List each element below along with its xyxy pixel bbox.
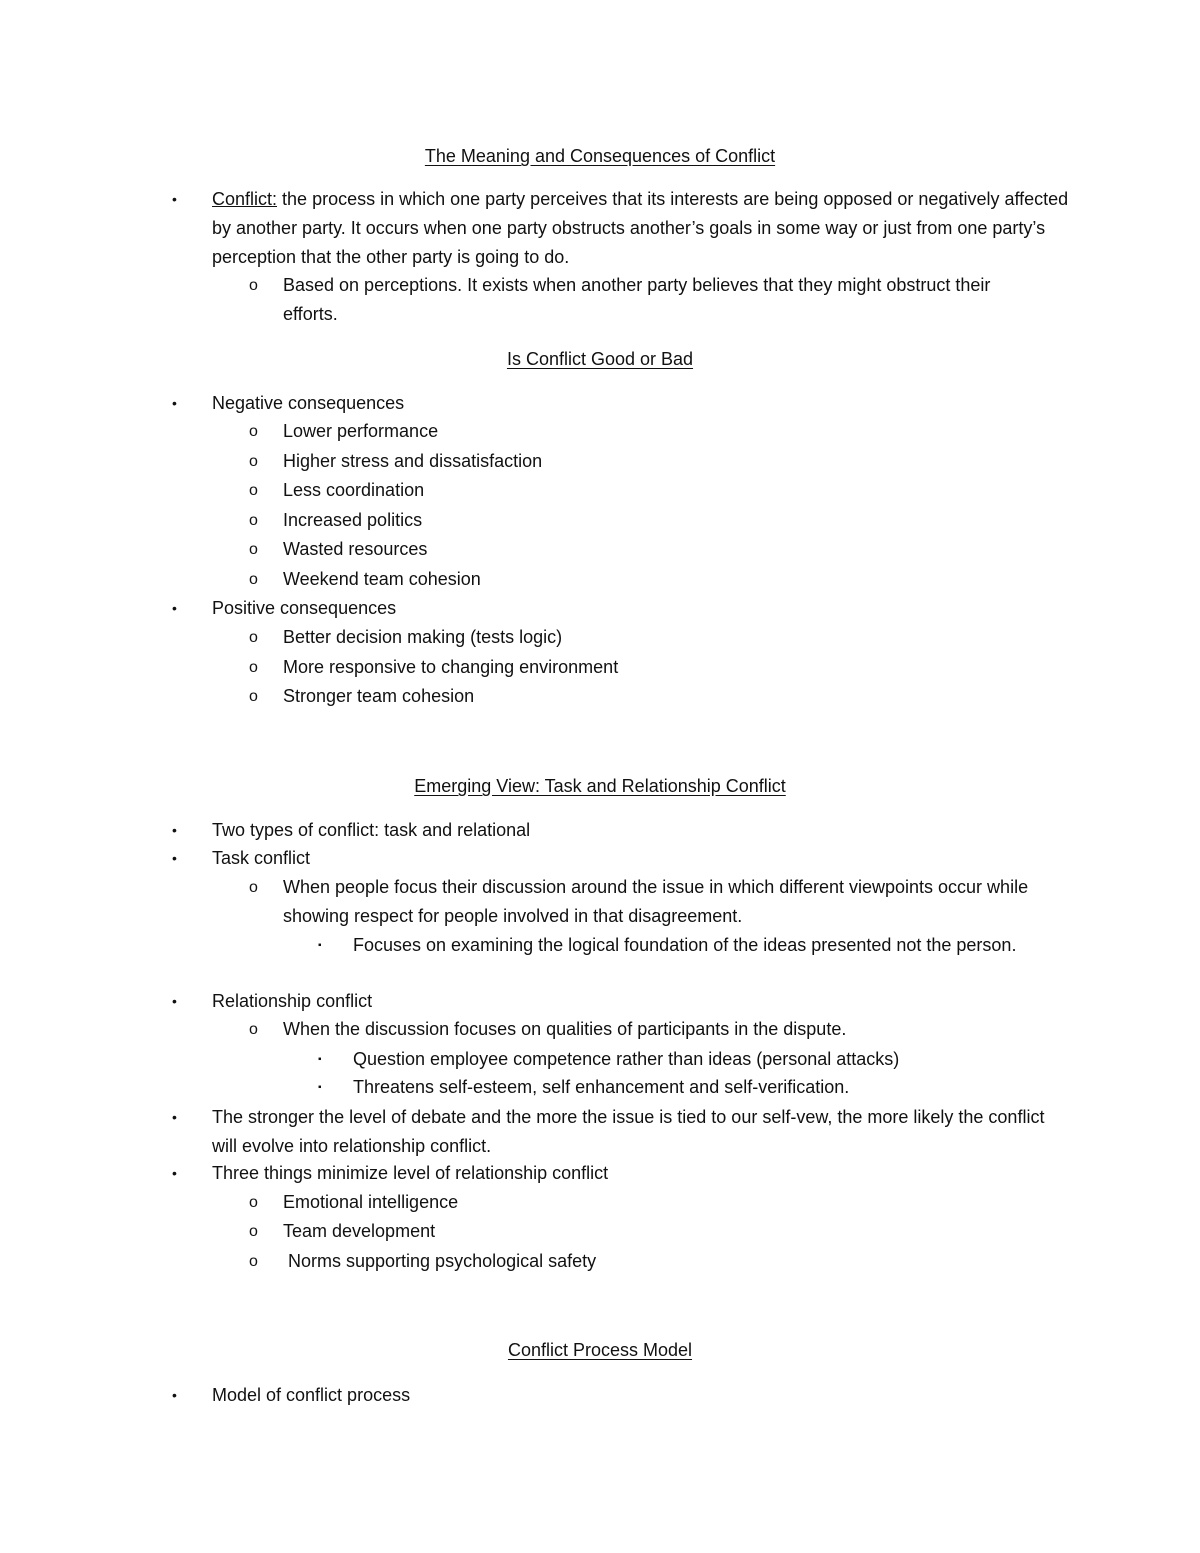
conflict-definition-text: the process in which one party perceives that its interests are being opposed or negatively affected by another party. It occurs when one party obstructs another’s goals in some way or just from one party’s perception that the other party is going to do. — [212, 189, 1069, 267]
square-marker: ▪ — [318, 1054, 322, 1065]
list-item: Higher stress and dissatisfaction — [283, 451, 543, 471]
circle-marker: o — [249, 482, 258, 499]
list-item: Question employee competence rather than ideas (personal attacks) — [353, 1049, 900, 1069]
list-item: Threatens self-esteem, self enhancement and self-verification. — [353, 1077, 850, 1097]
bullet-marker: • — [172, 822, 177, 838]
relationship-conflict-label: Relationship conflict — [212, 991, 373, 1011]
relationship-conflict-description: When the discussion focuses on qualities of participants in the dispute. — [283, 1019, 847, 1039]
three-things-label: Three things minimize level of relationship conflict — [212, 1163, 609, 1183]
circle-marker: o — [249, 659, 258, 676]
list-item: Lower performance — [283, 421, 439, 441]
task-conflict-description: When people focus their discussion around the issue in which different viewpoints occur while showing respect for people involved in that disagreement. — [283, 877, 1029, 926]
circle-marker: o — [249, 1253, 258, 1270]
bullet-marker: • — [172, 1387, 177, 1403]
square-marker: ▪ — [318, 940, 322, 951]
circle-marker: o — [249, 277, 258, 294]
bullet-marker: • — [172, 850, 177, 866]
circle-marker: o — [249, 688, 258, 705]
list-item: Wasted resources — [283, 539, 428, 559]
circle-marker: o — [249, 1021, 258, 1038]
two-types-item: Two types of conflict: task and relational — [212, 820, 531, 840]
section-heading-good-bad: Is Conflict Good or Bad — [506, 349, 694, 369]
bullet-marker: • — [172, 1109, 177, 1125]
task-conflict-label: Task conflict — [212, 848, 311, 868]
section-heading-process-model: Conflict Process Model — [507, 1340, 693, 1360]
list-item: Less coordination — [283, 480, 425, 500]
circle-marker: o — [249, 879, 258, 896]
bullet-marker: • — [172, 1165, 177, 1181]
bullet-marker: • — [172, 600, 177, 616]
circle-marker: o — [249, 453, 258, 470]
list-item: Emotional intelligence — [283, 1192, 459, 1212]
list-item: More responsive to changing environment — [283, 657, 619, 677]
circle-marker: o — [249, 541, 258, 558]
section-heading-meaning: The Meaning and Consequences of Conflict — [424, 146, 776, 166]
list-item: Weekend team cohesion — [283, 569, 481, 589]
section-heading-emerging-view: Emerging View: Task and Relationship Conflict — [414, 776, 786, 796]
bullet-marker: • — [172, 993, 177, 1009]
model-item: Model of conflict process — [212, 1385, 411, 1405]
positive-consequences-label: Positive consequences — [212, 598, 397, 618]
list-item: Team development — [283, 1221, 436, 1241]
list-item: Increased politics — [283, 510, 423, 530]
negative-consequences-label: Negative consequences — [212, 393, 405, 413]
list-item: Norms supporting psychological safety — [283, 1251, 597, 1271]
square-marker: ▪ — [318, 1082, 322, 1093]
circle-marker: o — [249, 1194, 258, 1211]
circle-marker: o — [249, 1223, 258, 1240]
circle-marker: o — [249, 629, 258, 646]
circle-marker: o — [249, 571, 258, 588]
conflict-definition — [212, 185, 1072, 272]
bullet-marker: • — [172, 191, 177, 207]
bullet-marker: • — [172, 395, 177, 411]
task-conflict-focus: Focuses on examining the logical foundation of the ideas presented not the person. — [353, 935, 1017, 955]
list-item: Stronger team cohesion — [283, 686, 475, 706]
perceptions-note: Based on perceptions. It exists when another party believes that they might obstruct their efforts. — [283, 275, 991, 324]
circle-marker: o — [249, 512, 258, 529]
circle-marker: o — [249, 423, 258, 440]
stronger-debate-item: The stronger the level of debate and the more the issue is tied to our self-vew, the more likely the conflict will evolve into relationship conflict. — [212, 1107, 1045, 1156]
conflict-term: Conflict: — [212, 189, 278, 209]
list-item: Better decision making (tests logic) — [283, 627, 563, 647]
